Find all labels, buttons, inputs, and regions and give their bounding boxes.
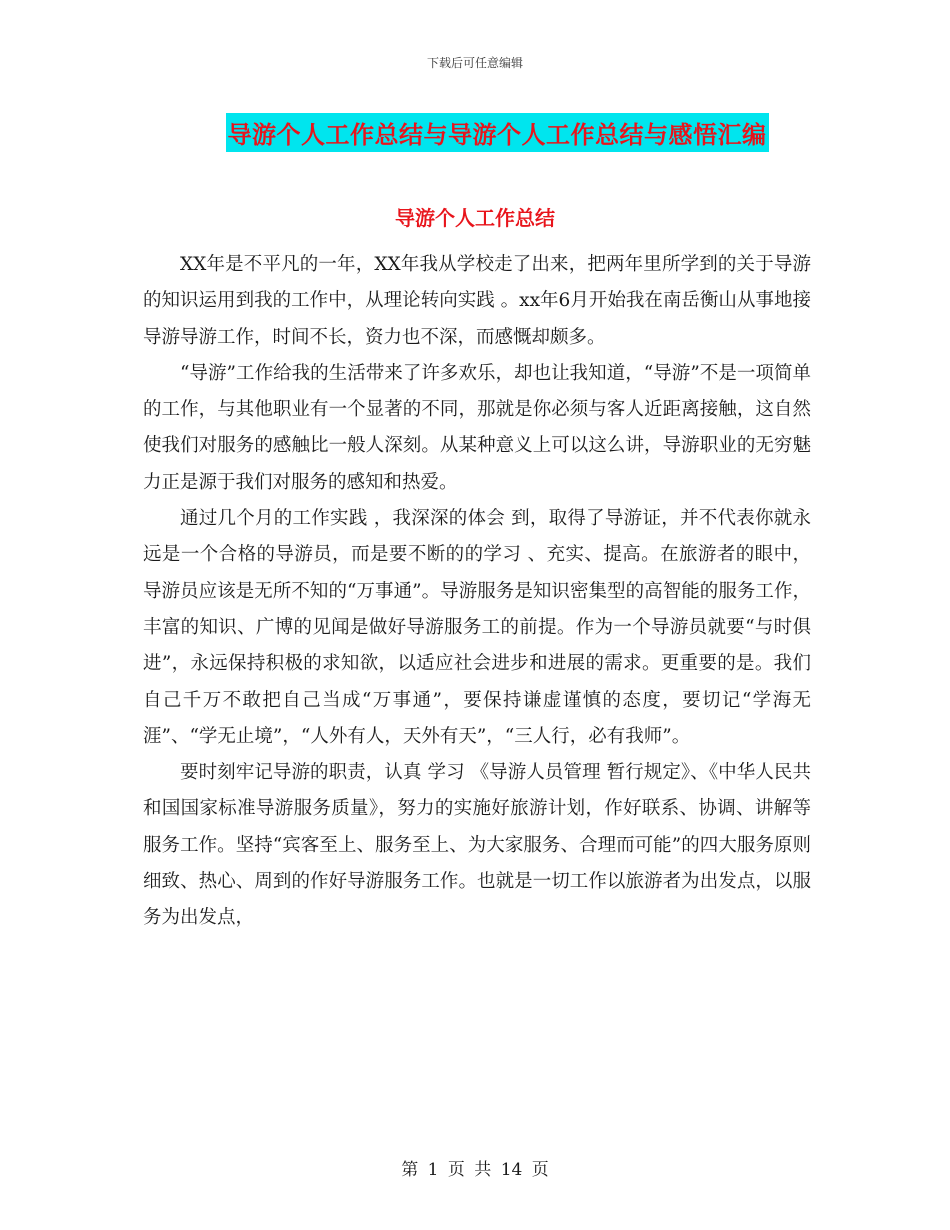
header-note: 下载后可任意编辑 — [426, 56, 523, 70]
paragraph-2: “导游”工作给我的生活带来了许多欢乐，却也让我知道，“导游”不是一项简单的工作，与其他职业有一个显著的不同，那就是你必须与客人近距离接触，这自然使我们对服务的感触比一般人深刻。从某种意义上可以这么讲，导游职业的无穷魅力正是源于我们对服务的感知和热爱。 — [143, 362, 811, 493]
paragraph-3: 通过几个月的工作实践 ，我深深的体会 到，取得了导游证，并不代表你就永远是一个合格的导游员，而是要不断的的学习 、充实、提高。在旅游者的眼中，导游员应该是无所不知的“万事通”。导游服务是知识密集型的高智能的服务工作，丰富的知识、广博的见闻是做好导游服务工的前提。作为一个导游员就要“与时俱进”，永远保持积极的求知欲，以适应社会进步和进展的需求。更重要的是。我们自己千万不敢把自己当成“万事通”，要保持谦虚谨慎的态度，要切记“学海无涯”、“学无止境”，“人外有人，天外有天”，“三人行，必有我师”。 — [143, 508, 811, 747]
section-title: 导游个人工作总结 — [395, 206, 555, 230]
page-footer: 第 1 页 共 14 页 — [401, 1160, 549, 1180]
main-title: 导游个人工作总结与导游个人工作总结与感悟汇编 — [226, 113, 769, 152]
paragraph-4: 要时刻牢记导游的职责，认真 学习 《导游人员管理 暂行规定》、《中华人民共和国国家标准导游服务质量》，努力的实施好旅游计划，作好联系、协调、讲解等服务工作。坚持“宾客至上、服务至上、为大家服务、合理而可能”的四大服务原则细致、热心、周到的作好导游服务工作。也就是一切工作以旅游者为出发点，以服务为出发点， — [143, 762, 811, 929]
paragraph-1: XX年是不平凡的一年，XX年我从学校走了出来，把两年里所学到的关于导游的知识运用到我的工作中，从理论转向实践 。xx年6月开始我在南岳衡山从事地接导游导游工作，时间不长，资力也不深，而感慨却颇多。 — [143, 254, 811, 348]
body-text — [143, 247, 811, 937]
main-title-container — [0, 113, 950, 152]
